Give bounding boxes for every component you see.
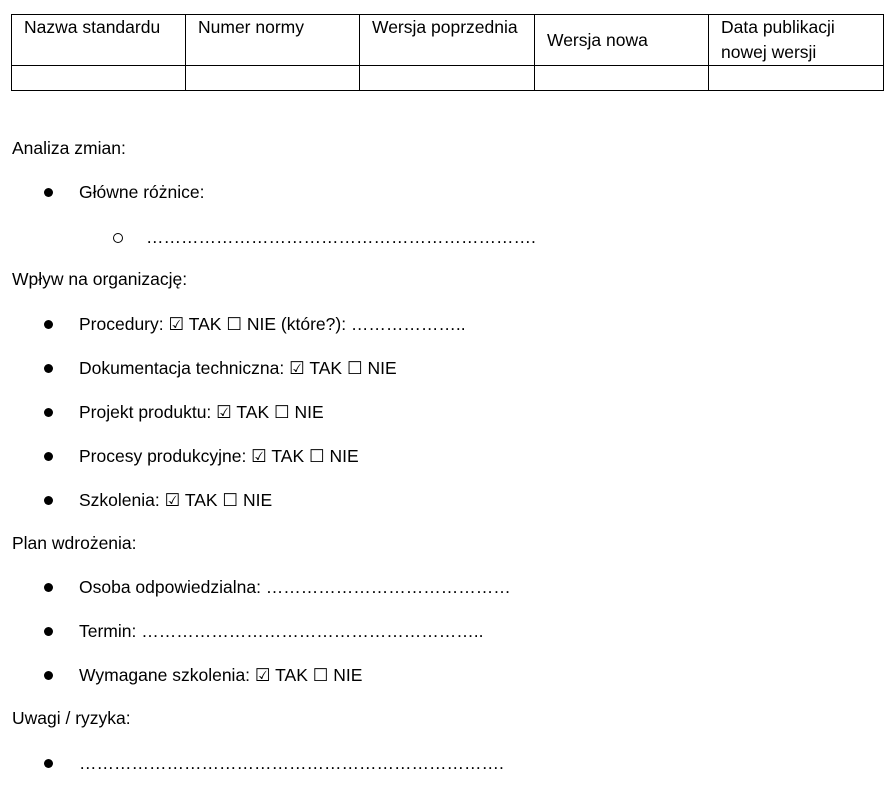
bullet-icon	[44, 364, 53, 373]
header-standard-name: Nazwa standardu	[12, 15, 186, 66]
plan-deadline[interactable]: Termin: …………………………………………………..	[79, 621, 484, 641]
bullet-icon	[44, 583, 53, 592]
notes-entry[interactable]: ……………………………………………………………….	[79, 753, 504, 773]
header-previous-version: Wersja poprzednia	[360, 15, 535, 66]
impact-trainings[interactable]: Szkolenia: ☑ TAK ☐ NIE	[79, 490, 273, 510]
table-cell[interactable]	[709, 66, 884, 91]
standard-table	[11, 14, 884, 91]
bullet-icon	[44, 759, 53, 768]
impact-product-design[interactable]: Projekt produktu: ☑ TAK ☐ NIE	[79, 402, 324, 422]
table-cell[interactable]	[186, 66, 360, 91]
bullet-icon	[44, 671, 53, 680]
table-cell[interactable]	[360, 66, 535, 91]
impact-production-processes[interactable]: Procesy produkcyjne: ☑ TAK ☐ NIE	[79, 446, 359, 466]
bullet-icon	[44, 627, 53, 636]
plan-required-trainings[interactable]: Wymagane szkolenia: ☑ TAK ☐ NIE	[79, 665, 363, 685]
table-row	[12, 66, 884, 91]
notes-heading: Uwagi / ryzyka:	[12, 708, 131, 728]
header-new-version: Wersja nowa	[535, 15, 709, 66]
bullet-icon	[44, 188, 53, 197]
table-cell[interactable]	[535, 66, 709, 91]
impact-heading: Wpływ na organizację:	[12, 269, 188, 289]
bullet-icon	[44, 452, 53, 461]
main-differences-label: Główne różnice:	[79, 182, 205, 202]
plan-responsible-person[interactable]: Osoba odpowiedzialna: ……………………………………	[79, 577, 511, 597]
impact-technical-documentation[interactable]: Dokumentacja techniczna: ☑ TAK ☐ NIE	[79, 358, 397, 378]
header-publication-date: Data publikacji nowej wersji	[709, 15, 884, 66]
table-header-row	[12, 15, 884, 66]
plan-heading: Plan wdrożenia:	[12, 533, 137, 553]
difference-entry[interactable]: ………………………………………………………….	[146, 227, 536, 247]
table-cell[interactable]	[12, 66, 186, 91]
bullet-icon	[44, 496, 53, 505]
analysis-heading: Analiza zmian:	[12, 138, 126, 158]
impact-procedures[interactable]: Procedury: ☑ TAK ☐ NIE (które?): ………………..	[79, 314, 466, 334]
bullet-icon	[44, 408, 53, 417]
header-norm-number: Numer normy	[186, 15, 360, 66]
circle-bullet-icon	[113, 233, 123, 243]
bullet-icon	[44, 320, 53, 329]
